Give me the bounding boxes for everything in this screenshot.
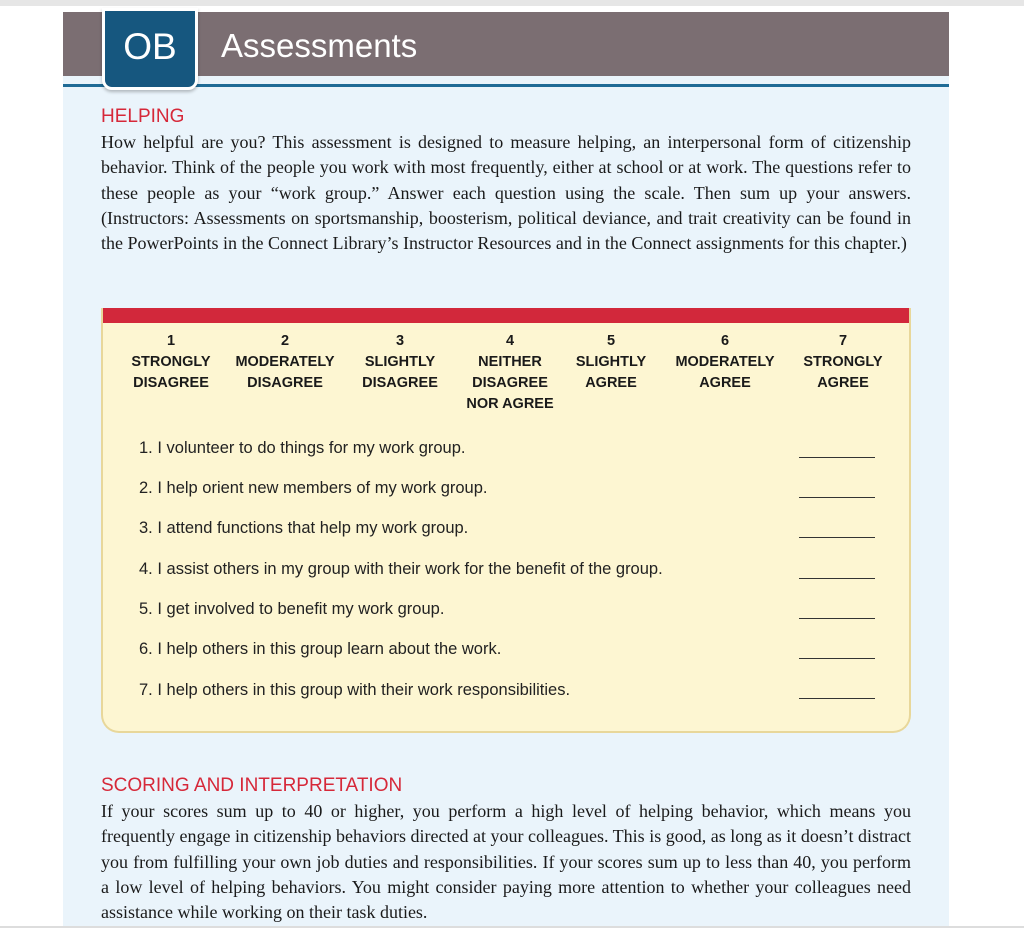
answer-blank-4[interactable] <box>799 578 875 579</box>
scale-number: 6 <box>720 333 730 349</box>
scale-option-6 <box>667 331 783 394</box>
scoring-heading: SCORING AND INTERPRETATION <box>101 775 403 796</box>
scale-label: STRONGLY <box>803 354 883 370</box>
scale-number: 1 <box>166 333 176 349</box>
scale-label: AGREE <box>585 375 637 391</box>
scale-label: STRONGLY <box>131 354 211 370</box>
assessment-item-2: 2. I help orient new members of my work group. <box>139 479 488 497</box>
answer-blank-3[interactable] <box>799 537 875 538</box>
assessment-item-6: 6. I help others in this group learn about the work. <box>139 640 502 658</box>
scale-number: 2 <box>280 333 290 349</box>
card-top-bar <box>103 308 909 323</box>
scale-label: SLIGHTLY <box>364 354 436 370</box>
helping-paragraph: How helpful are you? This assessment is designed to measure helping, an interpersonal form of citizenship behavior. Think of the people you work with most frequently, either at school or at work. The questions refer to these people as your “work group.” Answer each question using the scale. Then sum up your answers. (Instructors: Assessments on sportsmanship, boosterism, political deviance, and trait creativity can be found in the PowerPoints in the Connect Library’s Instructor Resources and in the Connect assignments for this chapter.) <box>101 132 911 254</box>
bottom-divider <box>0 926 1024 928</box>
scale-option-1 <box>115 331 227 394</box>
assessment-page <box>63 12 949 928</box>
answer-blank-6[interactable] <box>799 658 875 659</box>
header-title: Assessments <box>221 27 418 64</box>
scale-option-4 <box>455 331 565 415</box>
scale-option-3 <box>350 331 450 394</box>
scale-label: AGREE <box>817 375 869 391</box>
scoring-paragraph: If your scores sum up to 40 or higher, you perform a high level of helping behavior, which means you frequently engage in citizenship behaviors directed at your colleagues. This is good, as long as it doesn’t distract you from fulfilling your own job duties and responsibilities. If your scores sum up to less than 40, you perform a low level of helping behaviors. You might consider paying more attention to whether your colleagues need assistance while working on their task duties. <box>101 801 911 923</box>
scale-option-2 <box>227 331 343 394</box>
answer-blank-1[interactable] <box>799 457 875 458</box>
scale-label: SLIGHTLY <box>575 354 647 370</box>
scale-label: MODERATELY <box>675 354 775 370</box>
assessment-item-4: 4. I assist others in my group with their work for the benefit of the group. <box>139 560 663 578</box>
answer-blank-5[interactable] <box>799 618 875 619</box>
scale-label: NOR AGREE <box>466 396 554 412</box>
scale-label: DISAGREE <box>362 375 438 391</box>
assessment-item-7: 7. I help others in this group with their work responsibilities. <box>139 681 571 699</box>
scale-label: MODERATELY <box>235 354 335 370</box>
scale-card <box>101 308 911 733</box>
scale-label: DISAGREE <box>133 375 209 391</box>
ob-badge: OB <box>102 8 198 90</box>
assessment-item-3: 3. I attend functions that help my work group. <box>139 519 469 537</box>
scale-number: 3 <box>395 333 405 349</box>
answer-blank-2[interactable] <box>799 497 875 498</box>
scale-number: 7 <box>838 333 848 349</box>
scale-number: 4 <box>505 333 515 349</box>
assessment-item-1: 1. I volunteer to do things for my work group. <box>139 439 466 457</box>
top-divider <box>0 0 1024 6</box>
scale-option-5 <box>563 331 659 394</box>
scale-option-7 <box>791 331 895 394</box>
scale-number: 5 <box>606 333 616 349</box>
scale-label: AGREE <box>699 375 751 391</box>
scale-label: DISAGREE <box>472 375 548 391</box>
scale-label: NEITHER <box>478 354 542 370</box>
helping-heading: HELPING <box>101 106 185 127</box>
scale-label: DISAGREE <box>247 375 323 391</box>
answer-blank-7[interactable] <box>799 698 875 699</box>
assessment-item-5: 5. I get involved to benefit my work group. <box>139 600 445 618</box>
